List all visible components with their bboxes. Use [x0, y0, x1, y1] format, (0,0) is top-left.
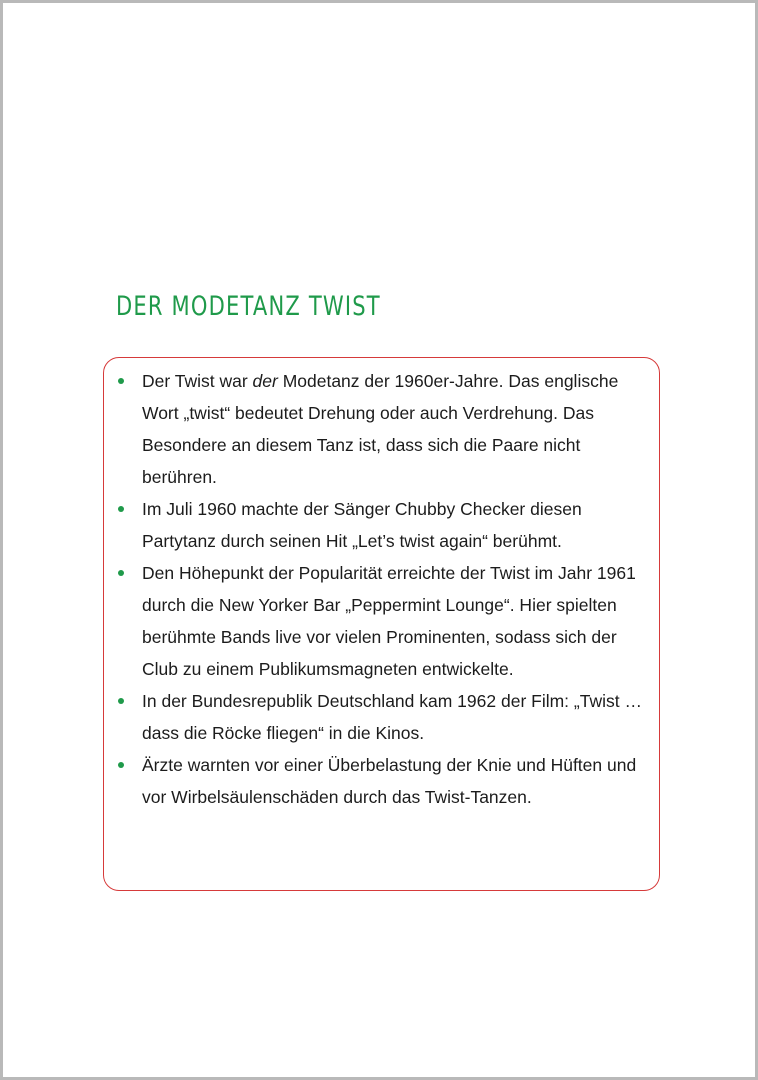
bullet-text-start: Der Twist war	[142, 371, 253, 391]
list-item	[118, 365, 648, 493]
info-box	[103, 357, 660, 891]
bullet-text-end: Modetanz der 1960er-Jahre. Das englische Wort „twist“ bedeutet Drehung oder auch Verdrehung. Das Besondere an diesem Tanz ist, dass sich die Paare nicht berühren.	[142, 371, 619, 487]
list-item	[118, 493, 648, 557]
page-title: DER MODETANZ TWIST	[116, 291, 381, 322]
list-item	[118, 685, 648, 749]
bullet-dot-icon	[118, 570, 124, 576]
bullet-dot-icon	[118, 378, 124, 384]
bullet-dot-icon	[118, 698, 124, 704]
bullet-emphasis: der	[252, 371, 278, 391]
bullet-text: Den Höhepunkt der Popularität erreichte der Twist im Jahr 1961 durch die New Yorker Bar „Peppermint Lounge“. Hier spielten berühmte Bands live vor vielen Prominenten, sodass sich der Club zu einem Publikumsmagneten entwickelte.	[142, 563, 636, 679]
list-item	[118, 749, 648, 813]
bullet-text: In der Bundesrepublik Deutschland kam 1962 der Film: „Twist … dass die Röcke fliegen“ in die Kinos.	[142, 691, 642, 743]
bullet-dot-icon	[118, 762, 124, 768]
bullet-dot-icon	[118, 506, 124, 512]
bullet-text: Ärzte warnten vor einer Überbelastung der Knie und Hüften und vor Wirbelsäulenschäden durch das Twist-Tanzen.	[142, 755, 637, 807]
bullet-list	[118, 365, 648, 813]
list-item	[118, 557, 648, 685]
bullet-text: Im Juli 1960 machte der Sänger Chubby Checker diesen Partytanz durch seinen Hit „Let’s twist again“ berühmt.	[142, 499, 582, 551]
